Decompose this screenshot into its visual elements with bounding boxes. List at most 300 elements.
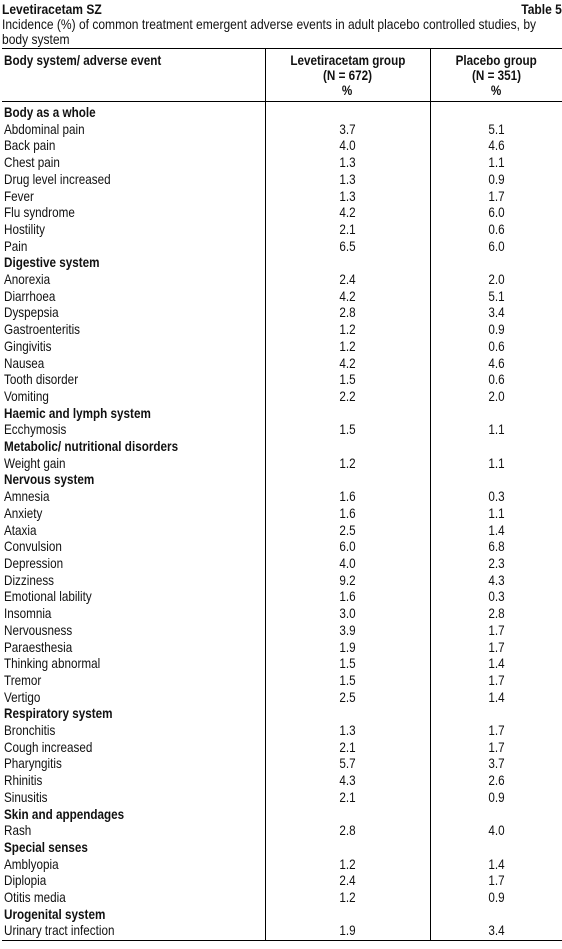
event-name-cell (2, 205, 265, 222)
levetiracetam-value-cell (265, 289, 430, 306)
table-row (2, 589, 562, 606)
placebo-value: 1.7 (488, 873, 505, 889)
levetiracetam-value: 9.2 (339, 572, 356, 588)
column-header-placebo-line2: (N = 351) (471, 68, 521, 83)
event-name: Chest pain (4, 155, 60, 171)
placebo-value: 0.9 (488, 890, 505, 906)
placebo-value: 6.0 (488, 238, 505, 254)
event-name-cell (2, 873, 265, 890)
levetiracetam-value: 2.4 (339, 272, 356, 288)
event-name-cell (2, 623, 265, 640)
table-row (2, 606, 562, 623)
event-name: Tooth disorder (4, 372, 79, 388)
levetiracetam-value: 1.3 (339, 188, 356, 204)
event-name-cell (2, 756, 265, 773)
placebo-value: 3.7 (488, 756, 505, 772)
table-row (2, 205, 562, 222)
event-name: Dyspepsia (4, 305, 59, 321)
placebo-value: 2.0 (488, 272, 505, 288)
placebo-value: 1.7 (488, 622, 505, 638)
levetiracetam-value-cell (265, 756, 430, 773)
section-empty-cell (430, 807, 562, 824)
placebo-value: 1.4 (488, 689, 505, 705)
table-row (2, 189, 562, 206)
section-heading: Skin and appendages (4, 806, 125, 822)
placebo-value-cell (430, 372, 562, 389)
levetiracetam-value: 2.1 (339, 221, 356, 237)
levetiracetam-value: 4.2 (339, 288, 356, 304)
placebo-value: 2.0 (488, 388, 505, 404)
event-name-cell (2, 322, 265, 339)
levetiracetam-value-cell (265, 773, 430, 790)
levetiracetam-value-cell (265, 506, 430, 523)
placebo-value-cell (430, 138, 562, 155)
column-header-levetiracetam-line1: Levetiracetam group (290, 53, 405, 68)
placebo-value-cell (430, 673, 562, 690)
placebo-value-cell (430, 506, 562, 523)
table-row (2, 222, 562, 239)
placebo-value-cell (430, 756, 562, 773)
placebo-value-cell (430, 606, 562, 623)
placebo-value: 0.9 (488, 322, 505, 338)
event-name-cell (2, 122, 265, 139)
levetiracetam-value: 1.9 (339, 639, 356, 655)
table-caption: Incidence (%) of common treatment emergent adverse events in adult placebo controlled studies, by body system (2, 16, 537, 47)
levetiracetam-value-cell (265, 790, 430, 807)
table-row (2, 339, 562, 356)
placebo-value: 5.1 (488, 121, 505, 137)
event-name-cell (2, 305, 265, 322)
section-heading: Urogenital system (4, 906, 106, 922)
placebo-value-cell (430, 773, 562, 790)
levetiracetam-value: 4.0 (339, 555, 356, 571)
section-heading-cell (2, 439, 265, 456)
event-name: Depression (4, 555, 64, 571)
levetiracetam-value: 6.0 (339, 539, 356, 555)
event-name: Fever (4, 188, 34, 204)
placebo-value-cell (430, 573, 562, 590)
event-name: Back pain (4, 138, 56, 154)
table-row (2, 322, 562, 339)
levetiracetam-value-cell (265, 740, 430, 757)
placebo-value-cell (430, 305, 562, 322)
levetiracetam-value-cell (265, 673, 430, 690)
placebo-value-cell (430, 923, 562, 940)
levetiracetam-value-cell (265, 723, 430, 740)
levetiracetam-value-cell (265, 389, 430, 406)
placebo-value: 1.7 (488, 672, 505, 688)
section-heading: Respiratory system (4, 706, 113, 722)
column-header-levetiracetam-line2: (N = 672) (322, 68, 373, 83)
levetiracetam-value-cell (265, 489, 430, 506)
table-row (2, 723, 562, 740)
levetiracetam-value-cell (265, 556, 430, 573)
placebo-value-cell (430, 656, 562, 673)
levetiracetam-value-cell (265, 690, 430, 707)
event-name-cell (2, 673, 265, 690)
column-header-placebo (430, 49, 562, 102)
placebo-value: 4.0 (488, 823, 505, 839)
event-name: Amnesia (4, 489, 50, 505)
levetiracetam-value: 1.5 (339, 422, 356, 438)
levetiracetam-value: 1.3 (339, 171, 356, 187)
event-name: Ataxia (4, 522, 37, 538)
event-name-cell (2, 740, 265, 757)
section-row (2, 406, 562, 423)
placebo-value-cell (430, 723, 562, 740)
levetiracetam-value: 4.3 (339, 773, 356, 789)
placebo-value: 0.3 (488, 589, 505, 605)
placebo-value: 1.7 (488, 188, 505, 204)
event-name-cell (2, 456, 265, 473)
event-name: Thinking abnormal (4, 656, 101, 672)
event-name: Diplopia (4, 873, 47, 889)
section-empty-cell (265, 907, 430, 924)
table-row (2, 556, 562, 573)
levetiracetam-value: 2.1 (339, 739, 356, 755)
event-name-cell (2, 372, 265, 389)
section-empty-cell (265, 807, 430, 824)
event-name: Amblyopia (4, 856, 59, 872)
levetiracetam-value: 4.0 (339, 138, 356, 154)
levetiracetam-value-cell (265, 189, 430, 206)
section-heading-cell (2, 255, 265, 272)
levetiracetam-value: 1.9 (339, 923, 356, 939)
levetiracetam-value: 2.8 (339, 823, 356, 839)
event-name: Paraesthesia (4, 639, 73, 655)
event-name-cell (2, 289, 265, 306)
placebo-value-cell (430, 523, 562, 540)
placebo-value: 1.4 (488, 856, 505, 872)
event-name: Tremor (4, 672, 42, 688)
levetiracetam-value: 1.2 (339, 890, 356, 906)
levetiracetam-value-cell (265, 589, 430, 606)
placebo-value-cell (430, 239, 562, 256)
event-name-cell (2, 640, 265, 657)
placebo-value: 6.8 (488, 539, 505, 555)
placebo-value: 1.7 (488, 739, 505, 755)
table-row (2, 656, 562, 673)
table-row (2, 623, 562, 640)
placebo-value: 2.6 (488, 773, 505, 789)
event-name-cell (2, 489, 265, 506)
placebo-value: 1.4 (488, 522, 505, 538)
placebo-value: 4.6 (488, 355, 505, 371)
section-heading: Haemic and lymph system (4, 405, 151, 421)
table-row (2, 539, 562, 556)
placebo-value-cell (430, 740, 562, 757)
table-row (2, 823, 562, 840)
placebo-value-cell (430, 623, 562, 640)
levetiracetam-value: 3.9 (339, 622, 356, 638)
placebo-value: 1.1 (488, 505, 505, 521)
table-row (2, 506, 562, 523)
placebo-value-cell (430, 122, 562, 139)
placebo-value: 0.3 (488, 489, 505, 505)
placebo-value: 4.6 (488, 138, 505, 154)
table-row (2, 890, 562, 907)
table-row (2, 773, 562, 790)
section-row (2, 840, 562, 857)
placebo-value-cell (430, 857, 562, 874)
table-row (2, 640, 562, 657)
placebo-value-cell (430, 356, 562, 373)
placebo-value-cell (430, 172, 562, 189)
placebo-value: 1.7 (488, 639, 505, 655)
event-name: Hostility (4, 221, 45, 237)
levetiracetam-value-cell (265, 539, 430, 556)
section-heading: Metabolic/ nutritional disorders (4, 439, 179, 455)
table-row (2, 305, 562, 322)
levetiracetam-value-cell (265, 172, 430, 189)
levetiracetam-value: 1.2 (339, 856, 356, 872)
event-name: Urinary tract infection (4, 923, 115, 939)
event-name-cell (2, 138, 265, 155)
section-empty-cell (265, 255, 430, 272)
table-row (2, 756, 562, 773)
event-name-cell (2, 573, 265, 590)
placebo-value: 3.4 (488, 305, 505, 321)
section-row (2, 807, 562, 824)
levetiracetam-value-cell (265, 656, 430, 673)
event-name-cell (2, 656, 265, 673)
event-name: Vertigo (4, 689, 41, 705)
section-heading-cell (2, 907, 265, 924)
event-name: Anorexia (4, 272, 51, 288)
placebo-value: 4.3 (488, 572, 505, 588)
event-name: Diarrhoea (4, 288, 56, 304)
levetiracetam-value: 1.6 (339, 489, 356, 505)
levetiracetam-value-cell (265, 823, 430, 840)
section-empty-cell (430, 840, 562, 857)
event-name: Pharyngitis (4, 756, 62, 772)
section-row (2, 472, 562, 489)
table-row (2, 673, 562, 690)
placebo-value: 0.9 (488, 789, 505, 805)
section-heading: Digestive system (4, 255, 100, 271)
adverse-events-table (2, 48, 562, 941)
section-empty-cell (265, 406, 430, 423)
event-name: Flu syndrome (4, 205, 75, 221)
placebo-value-cell (430, 640, 562, 657)
levetiracetam-value-cell (265, 155, 430, 172)
event-name-cell (2, 790, 265, 807)
levetiracetam-value-cell (265, 239, 430, 256)
section-row (2, 439, 562, 456)
placebo-value: 0.9 (488, 171, 505, 187)
section-heading-cell (2, 102, 265, 122)
event-name: Rhinitis (4, 773, 43, 789)
section-empty-cell (430, 706, 562, 723)
levetiracetam-value-cell (265, 272, 430, 289)
event-name-cell (2, 272, 265, 289)
table-row (2, 239, 562, 256)
table-row (2, 356, 562, 373)
event-name: Nausea (4, 355, 45, 371)
levetiracetam-value-cell (265, 640, 430, 657)
event-name-cell (2, 823, 265, 840)
table-row (2, 389, 562, 406)
placebo-value: 3.4 (488, 923, 505, 939)
table-row (2, 372, 562, 389)
levetiracetam-value-cell (265, 422, 430, 439)
levetiracetam-value: 1.3 (339, 155, 356, 171)
event-name: Otitis media (4, 890, 66, 906)
levetiracetam-value: 4.2 (339, 205, 356, 221)
event-name: Insomnia (4, 606, 52, 622)
levetiracetam-value: 1.6 (339, 505, 356, 521)
placebo-value-cell (430, 556, 562, 573)
event-name: Anxiety (4, 505, 43, 521)
levetiracetam-value: 1.2 (339, 455, 356, 471)
event-name-cell (2, 690, 265, 707)
section-empty-cell (430, 472, 562, 489)
placebo-value-cell (430, 589, 562, 606)
event-name-cell (2, 189, 265, 206)
table-row (2, 690, 562, 707)
section-heading: Nervous system (4, 472, 95, 488)
title-row (2, 0, 562, 17)
column-header-event (2, 49, 265, 102)
levetiracetam-value-cell (265, 456, 430, 473)
levetiracetam-value-cell (265, 122, 430, 139)
event-name: Ecchymosis (4, 422, 67, 438)
placebo-value: 6.0 (488, 205, 505, 221)
levetiracetam-value: 1.2 (339, 338, 356, 354)
placebo-value: 0.6 (488, 372, 505, 388)
levetiracetam-value-cell (265, 372, 430, 389)
placebo-value: 1.1 (488, 422, 505, 438)
event-name: Gastroenteritis (4, 322, 81, 338)
section-empty-cell (430, 907, 562, 924)
levetiracetam-value-cell (265, 222, 430, 239)
placebo-value-cell (430, 489, 562, 506)
table-row (2, 790, 562, 807)
event-name-cell (2, 422, 265, 439)
levetiracetam-value-cell (265, 606, 430, 623)
event-name: Rash (4, 823, 32, 839)
placebo-value: 5.1 (488, 288, 505, 304)
placebo-value-cell (430, 205, 562, 222)
event-name: Convulsion (4, 539, 62, 555)
levetiracetam-value: 2.2 (339, 388, 356, 404)
event-name-cell (2, 523, 265, 540)
table-row (2, 857, 562, 874)
table-row (2, 138, 562, 155)
levetiracetam-value: 6.5 (339, 238, 356, 254)
levetiracetam-value-cell (265, 573, 430, 590)
section-empty-cell (265, 840, 430, 857)
levetiracetam-value: 3.0 (339, 606, 356, 622)
table-label: Table 5 (521, 1, 562, 17)
placebo-value-cell (430, 272, 562, 289)
event-name-cell (2, 339, 265, 356)
levetiracetam-value: 2.4 (339, 873, 356, 889)
column-header-event-label: Body system/ adverse event (4, 53, 162, 68)
table-row (2, 523, 562, 540)
levetiracetam-value: 2.5 (339, 522, 356, 538)
placebo-value-cell (430, 189, 562, 206)
section-empty-cell (430, 439, 562, 456)
placebo-value-cell (430, 873, 562, 890)
column-header-placebo-line3: % (491, 83, 502, 98)
levetiracetam-value: 1.2 (339, 322, 356, 338)
event-name: Gingivitis (4, 338, 52, 354)
placebo-value: 1.1 (488, 455, 505, 471)
levetiracetam-value-cell (265, 923, 430, 940)
event-name-cell (2, 506, 265, 523)
placebo-value-cell (430, 389, 562, 406)
event-name-cell (2, 155, 265, 172)
section-row (2, 255, 562, 272)
event-name-cell (2, 222, 265, 239)
placebo-value: 1.4 (488, 656, 505, 672)
levetiracetam-value: 3.7 (339, 121, 356, 137)
table-row (2, 289, 562, 306)
event-name-cell (2, 606, 265, 623)
placebo-value-cell (430, 322, 562, 339)
placebo-value: 2.8 (488, 606, 505, 622)
placebo-value: 2.3 (488, 555, 505, 571)
levetiracetam-value: 1.5 (339, 372, 356, 388)
event-name-cell (2, 890, 265, 907)
column-header-placebo-line1: Placebo group (455, 53, 537, 68)
table-row (2, 740, 562, 757)
section-row (2, 706, 562, 723)
placebo-value-cell (430, 339, 562, 356)
event-name: Sinusitis (4, 789, 48, 805)
event-name-cell (2, 923, 265, 940)
placebo-value: 1.1 (488, 155, 505, 171)
placebo-value-cell (430, 289, 562, 306)
placebo-value: 0.6 (488, 338, 505, 354)
levetiracetam-value-cell (265, 322, 430, 339)
placebo-value-cell (430, 222, 562, 239)
event-name: Nervousness (4, 622, 73, 638)
placebo-value: 0.6 (488, 221, 505, 237)
section-empty-cell (265, 472, 430, 489)
section-row (2, 907, 562, 924)
section-empty-cell (265, 439, 430, 456)
levetiracetam-value: 2.1 (339, 789, 356, 805)
table-body (2, 102, 562, 941)
levetiracetam-value: 1.5 (339, 672, 356, 688)
event-name: Pain (4, 238, 28, 254)
event-name-cell (2, 389, 265, 406)
placebo-value-cell (430, 790, 562, 807)
event-name-cell (2, 356, 265, 373)
levetiracetam-value-cell (265, 305, 430, 322)
event-name-cell (2, 589, 265, 606)
placebo-value-cell (430, 539, 562, 556)
placebo-value-cell (430, 155, 562, 172)
event-name: Abdominal pain (4, 121, 85, 137)
table-row (2, 155, 562, 172)
placebo-value-cell (430, 823, 562, 840)
section-heading: Body as a whole (4, 105, 96, 120)
section-heading-cell (2, 706, 265, 723)
levetiracetam-value: 1.5 (339, 656, 356, 672)
table-row (2, 573, 562, 590)
levetiracetam-value-cell (265, 138, 430, 155)
section-empty-cell (430, 406, 562, 423)
levetiracetam-value-cell (265, 523, 430, 540)
section-empty-cell (430, 102, 562, 122)
event-name-cell (2, 723, 265, 740)
levetiracetam-value: 1.6 (339, 589, 356, 605)
levetiracetam-value-cell (265, 623, 430, 640)
table-header (2, 49, 562, 102)
